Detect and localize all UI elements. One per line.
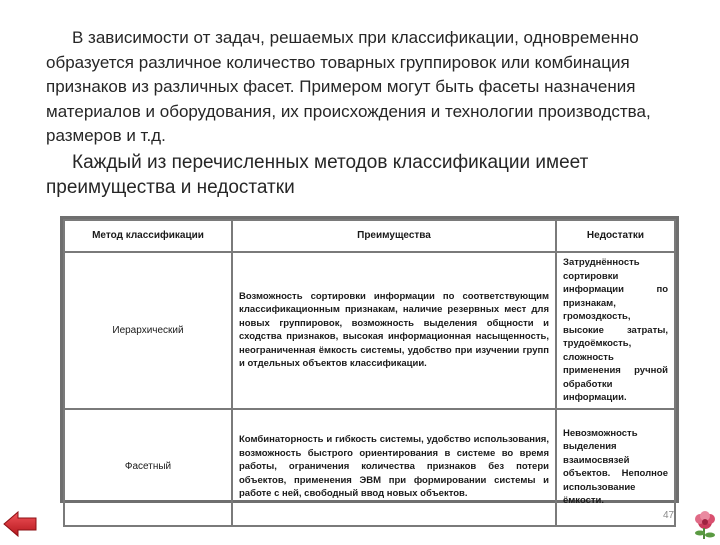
disadvantages-cell: Затруднённость сортировки информации по признакам, громоздкость, высокие затраты, трудоёмкость, сложность применения ручной обработки информации.: [556, 252, 675, 409]
intro-paragraph-text: В зависимости от задач, решаемых при классификации, одновременно образуется различное количество товарных группировок или комбинация признаков из различных фасет. Примером могут быть фасеты назначения материалов и оборудования, их происхождения и технологии производства, размеров и т.д.: [46, 28, 651, 145]
advantages-cell: Возможность сортировки информации по соответствующим классификационным признакам, наличие резервных мест для новых группировок, возможность выделения общности и сходства признаков, высокая информационная насыщенность, неограниченная ёмкость системы, удобство при изучении групп и отдельных объектов классификации.: [232, 252, 556, 409]
header-advantages: Преимущества: [232, 220, 556, 252]
method-cell: Фасетный: [64, 409, 232, 526]
header-method: Метод классификации: [64, 220, 232, 252]
left-arrow-icon[interactable]: [2, 510, 38, 538]
left-arrow-shape: [2, 510, 38, 538]
intro-paragraph: [46, 26, 686, 149]
summary-paragraph-text: Каждый из перечисленных методов классификации имеет преимущества и недостатки: [46, 152, 589, 198]
disadvantages-cell: Невозможность выделения взаимосвязей объектов. Неполное использование ёмкости.: [556, 409, 675, 526]
comparison-table: [60, 216, 679, 506]
advantages-cell: Комбинаторность и гибкость системы, удобство использования, возможность быстрого ориентирования в системе во время работы, ограничения количества признаков без потери объектов, применения ЭВМ при формировании системы и работе с ней, свободный ввод новых объектов.: [232, 409, 556, 526]
page-number: 47: [663, 510, 675, 521]
table-row: [64, 409, 675, 526]
header-disadvantages: Недостатки: [556, 220, 675, 252]
method-cell: Иерархический: [64, 252, 232, 409]
summary-paragraph: [46, 150, 686, 200]
flower-icon: [690, 508, 720, 540]
table-row: [64, 252, 675, 409]
